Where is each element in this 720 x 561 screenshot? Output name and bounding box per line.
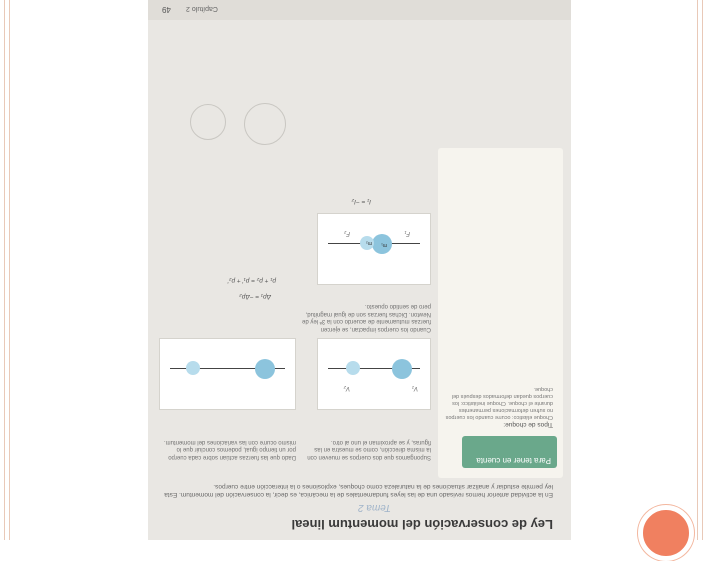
- left-frame-line-inner: [9, 0, 10, 540]
- sidebar-tab: Para tener en cuenta: [462, 436, 557, 468]
- accent-circle-icon: [638, 505, 694, 561]
- ball-b: [186, 361, 200, 375]
- ball-a: [392, 359, 412, 379]
- ball-label-b: m₂: [365, 240, 372, 246]
- footer-chapter: Capítulo 2: [186, 5, 218, 12]
- page-number: 49: [162, 5, 171, 14]
- middle-column-text: Cuando los cuerpos impactan, se ejercen fuerzas mutuamente de acuerdo con la 3ª ley de Newton. Dichas fuerzas son de igual magnitud, pero de sentido opuesto.: [302, 303, 431, 332]
- intro-paragraph: En la actividad anterior hemos revisado una de las leyes fundamentales de la mecánica, es decir, la conservación del momentum. Esta ley permite estudiar y analizar situaciones de la naturaleza como choques, explosiones o la interacción entre cuerpos.: [164, 482, 553, 498]
- right-column-text: Dado que las fuerzas actúan sobre cada cuerpo por un tiempo igual, podemos concluir que lo mismo ocurre con las variaciones del momentum.: [163, 439, 296, 460]
- figure-impact: [317, 213, 431, 285]
- diagram-circle-2: [190, 104, 226, 140]
- sidebar-text: Choque elástico: ocurre cuando los cuerpos no sufren deformaciones permanentes durante el choque. Choque inelástico: los cuerpos quedan deformados después del choque.: [445, 386, 553, 420]
- page-heading: Ley de conservación del momentum lineal: [291, 517, 553, 532]
- force-label-1: F₁: [404, 230, 410, 236]
- figure-approach: [317, 338, 431, 410]
- velocity-label-2: V₂: [343, 385, 350, 391]
- left-frame-line: [4, 0, 5, 540]
- equation-momentum-change: Δp₁ = −Δp₂: [239, 293, 271, 300]
- section-mark: Tema 2: [358, 502, 391, 513]
- force-label-2: F₂: [344, 230, 350, 236]
- velocity-label-1: V₁: [412, 385, 418, 391]
- diagram-circle-1: [244, 103, 286, 145]
- textbook-page-photo: [148, 0, 571, 540]
- sidebar-title: Tipos de choque:: [503, 421, 553, 428]
- ball-b: [346, 361, 360, 375]
- ball-label-a: m₁: [381, 242, 387, 248]
- left-column-text: Supongamos que dos cuerpos se mueven con la misma dirección, como se muestra en las figuras, y se aproximan el uno al otro.: [307, 439, 431, 460]
- rotated-page: [148, 0, 571, 540]
- ball-a: [255, 359, 275, 379]
- equation-impulse: I₁ = −I₂: [351, 198, 371, 205]
- right-frame-line-inner: [702, 0, 703, 540]
- sidebar-box: [438, 148, 563, 478]
- figure-separation: [159, 338, 296, 410]
- equation-conservation: p₁ + p₂ = p₁' + p₂': [227, 277, 276, 284]
- right-frame-line: [697, 0, 698, 540]
